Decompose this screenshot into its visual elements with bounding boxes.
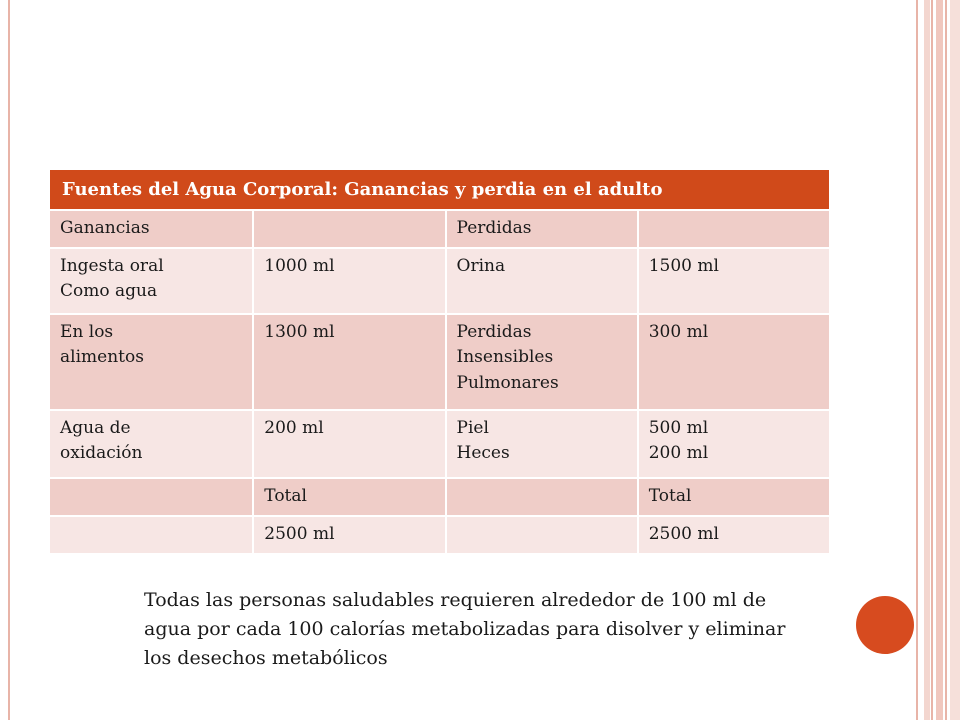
- table-cell: [446, 516, 638, 554]
- table-total-label-row: [49, 478, 830, 516]
- header-perdidas: Perdidas: [446, 210, 638, 248]
- right-decor-stripe: [924, 0, 930, 720]
- total-label: Total: [638, 478, 830, 516]
- total-value: 2500 ml: [638, 516, 830, 554]
- table-cell: Piel Heces: [446, 410, 638, 478]
- table-title: Fuentes del Agua Corporal: Ganancias y perdia en el adulto: [49, 169, 830, 210]
- decorative-circle: [856, 596, 914, 654]
- header-blank: [638, 210, 830, 248]
- table-header-row: [49, 210, 830, 248]
- footnote-text: Todas las personas saludables requieren alrededor de 100 ml de agua por cada 100 calorías metabolizadas para disolver y eliminar los desechos metabólicos: [144, 589, 786, 669]
- table-cell: Agua de oxidación: [49, 410, 253, 478]
- header-blank: [253, 210, 445, 248]
- table-cell: 1300 ml: [253, 314, 445, 410]
- table-cell: 200 ml: [253, 410, 445, 478]
- right-decor-stripe: [916, 0, 918, 720]
- table-cell: [49, 516, 253, 554]
- table-cell: Orina: [446, 248, 638, 314]
- right-decor-stripe: [931, 0, 933, 720]
- table-cell: [49, 478, 253, 516]
- table-cell: 1500 ml: [638, 248, 830, 314]
- total-value: 2500 ml: [253, 516, 445, 554]
- table-row: [49, 314, 830, 410]
- table-row: [49, 410, 830, 478]
- right-decor-stripe: [936, 0, 943, 720]
- right-decor-stripe: [945, 0, 947, 720]
- table-row: [49, 248, 830, 314]
- table-title-row: [49, 169, 830, 210]
- table-cell: [446, 478, 638, 516]
- table-cell: 500 ml 200 ml: [638, 410, 830, 478]
- table-cell: Ingesta oral Como agua: [49, 248, 253, 314]
- table-cell: 1000 ml: [253, 248, 445, 314]
- header-ganancias: Ganancias: [49, 210, 253, 248]
- left-border-line: [8, 0, 10, 720]
- table-cell: 300 ml: [638, 314, 830, 410]
- table-cell: Perdidas Insensibles Pulmonares: [446, 314, 638, 410]
- water-balance-table: [48, 168, 831, 555]
- right-decor-stripe: [950, 0, 960, 720]
- table-total-value-row: [49, 516, 830, 554]
- table-cell: En los alimentos: [49, 314, 253, 410]
- total-label: Total: [253, 478, 445, 516]
